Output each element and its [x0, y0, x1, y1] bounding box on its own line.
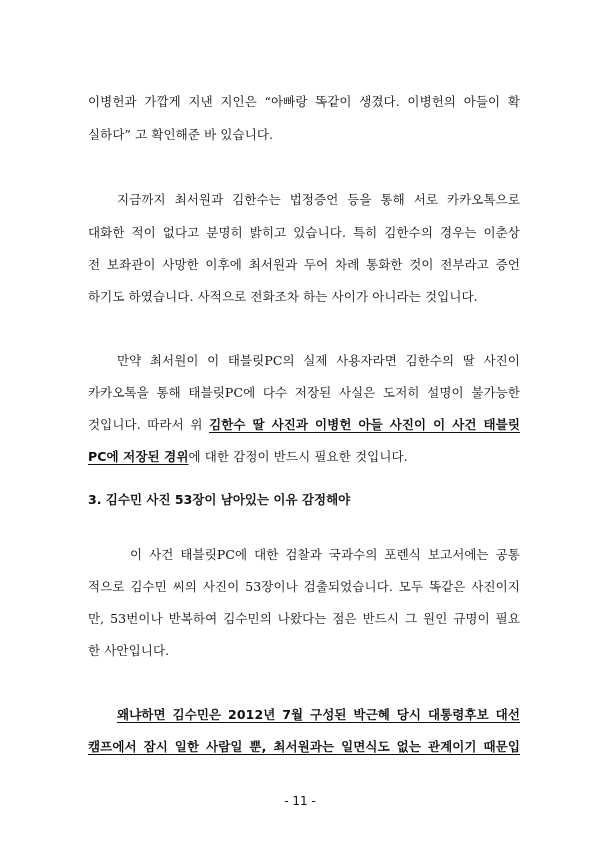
paragraph-4-line-4: 한 사안입니다.: [88, 643, 170, 658]
paragraph-5-line-2: 캠프에서 잠시 일한 사람일 뿐, 최서원과는 일면식도 없는 관계이기 때문입: [88, 739, 520, 754]
paragraph-1-line-1: 이병헌과 가깝게 지낸 지인은 “아빠랑 똑같이 생겼다. 이병헌의 아들이 확: [88, 94, 520, 109]
paragraph-3-line-4-text: 에 대한 감정이 반드시 필요한 것입니다.: [188, 449, 408, 464]
paragraph-2-line-3: 전 보좌관이 사망한 이후에 최서원과 두어 차례 통화한 것이 전부라고 증언: [88, 257, 520, 272]
emphasized-text: 김한수 딸 사진과 이병헌 아들 사진이 이 사건 태블릿: [209, 417, 520, 432]
paragraph-2-line-2: 대화한 적이 없다고 분명히 밝히고 있습니다. 특히 김한수의 경우는 이춘상: [88, 225, 520, 240]
paragraph-3-line-1: 만약 최서원이 이 태블릿PC의 실제 사용자라면 김한수의 딸 사진이: [117, 353, 520, 368]
emphasized-text: PC에 저장된 경위: [88, 449, 189, 464]
paragraph-3-line-4: [88, 448, 520, 466]
paragraph-3-line-3-text: 것입니다. 따라서 위: [88, 417, 210, 432]
page-number: - 11 -: [284, 794, 316, 808]
paragraph-4-line-2: 적으로 김수민 씨의 사진이 53장이나 검출되었습니다. 모두 똑같은 사진이지: [88, 579, 520, 594]
paragraph-3-line-3: [88, 416, 520, 434]
paragraph-2-line-4: 하기도 하였습니다. 사적으로 전화조차 하는 사이가 아니라는 것입니다.: [88, 289, 478, 304]
paragraph-3-line-2: 카카오톡을 통해 태블릿PC에 다수 저장된 사실은 도저히 설명이 불가능한: [88, 385, 520, 400]
paragraph-4-line-3: 만, 53번이나 반복하여 김수민의 나왔다는 점은 반드시 그 원인 규명이 필요: [88, 611, 520, 626]
paragraph-2-line-1: 지금까지 최서원과 김한수는 법정증언 등을 통해 서로 카카오톡으로: [117, 192, 520, 207]
paragraph-1-line-2: 실하다” 고 확인해준 바 있습니다.: [88, 127, 274, 142]
paragraph-4-line-1: 이 사건 태블릿PC에 대한 검찰과 국과수의 포렌식 보고서에는 공통: [130, 547, 520, 562]
section-heading: 3. 김수민 사진 53장이 남아있는 이유 감정해야: [88, 492, 351, 507]
paragraph-5-line-1: 왜냐하면 김수민은 2012년 7월 구성된 박근혜 당시 대통령후보 대선: [117, 707, 520, 722]
